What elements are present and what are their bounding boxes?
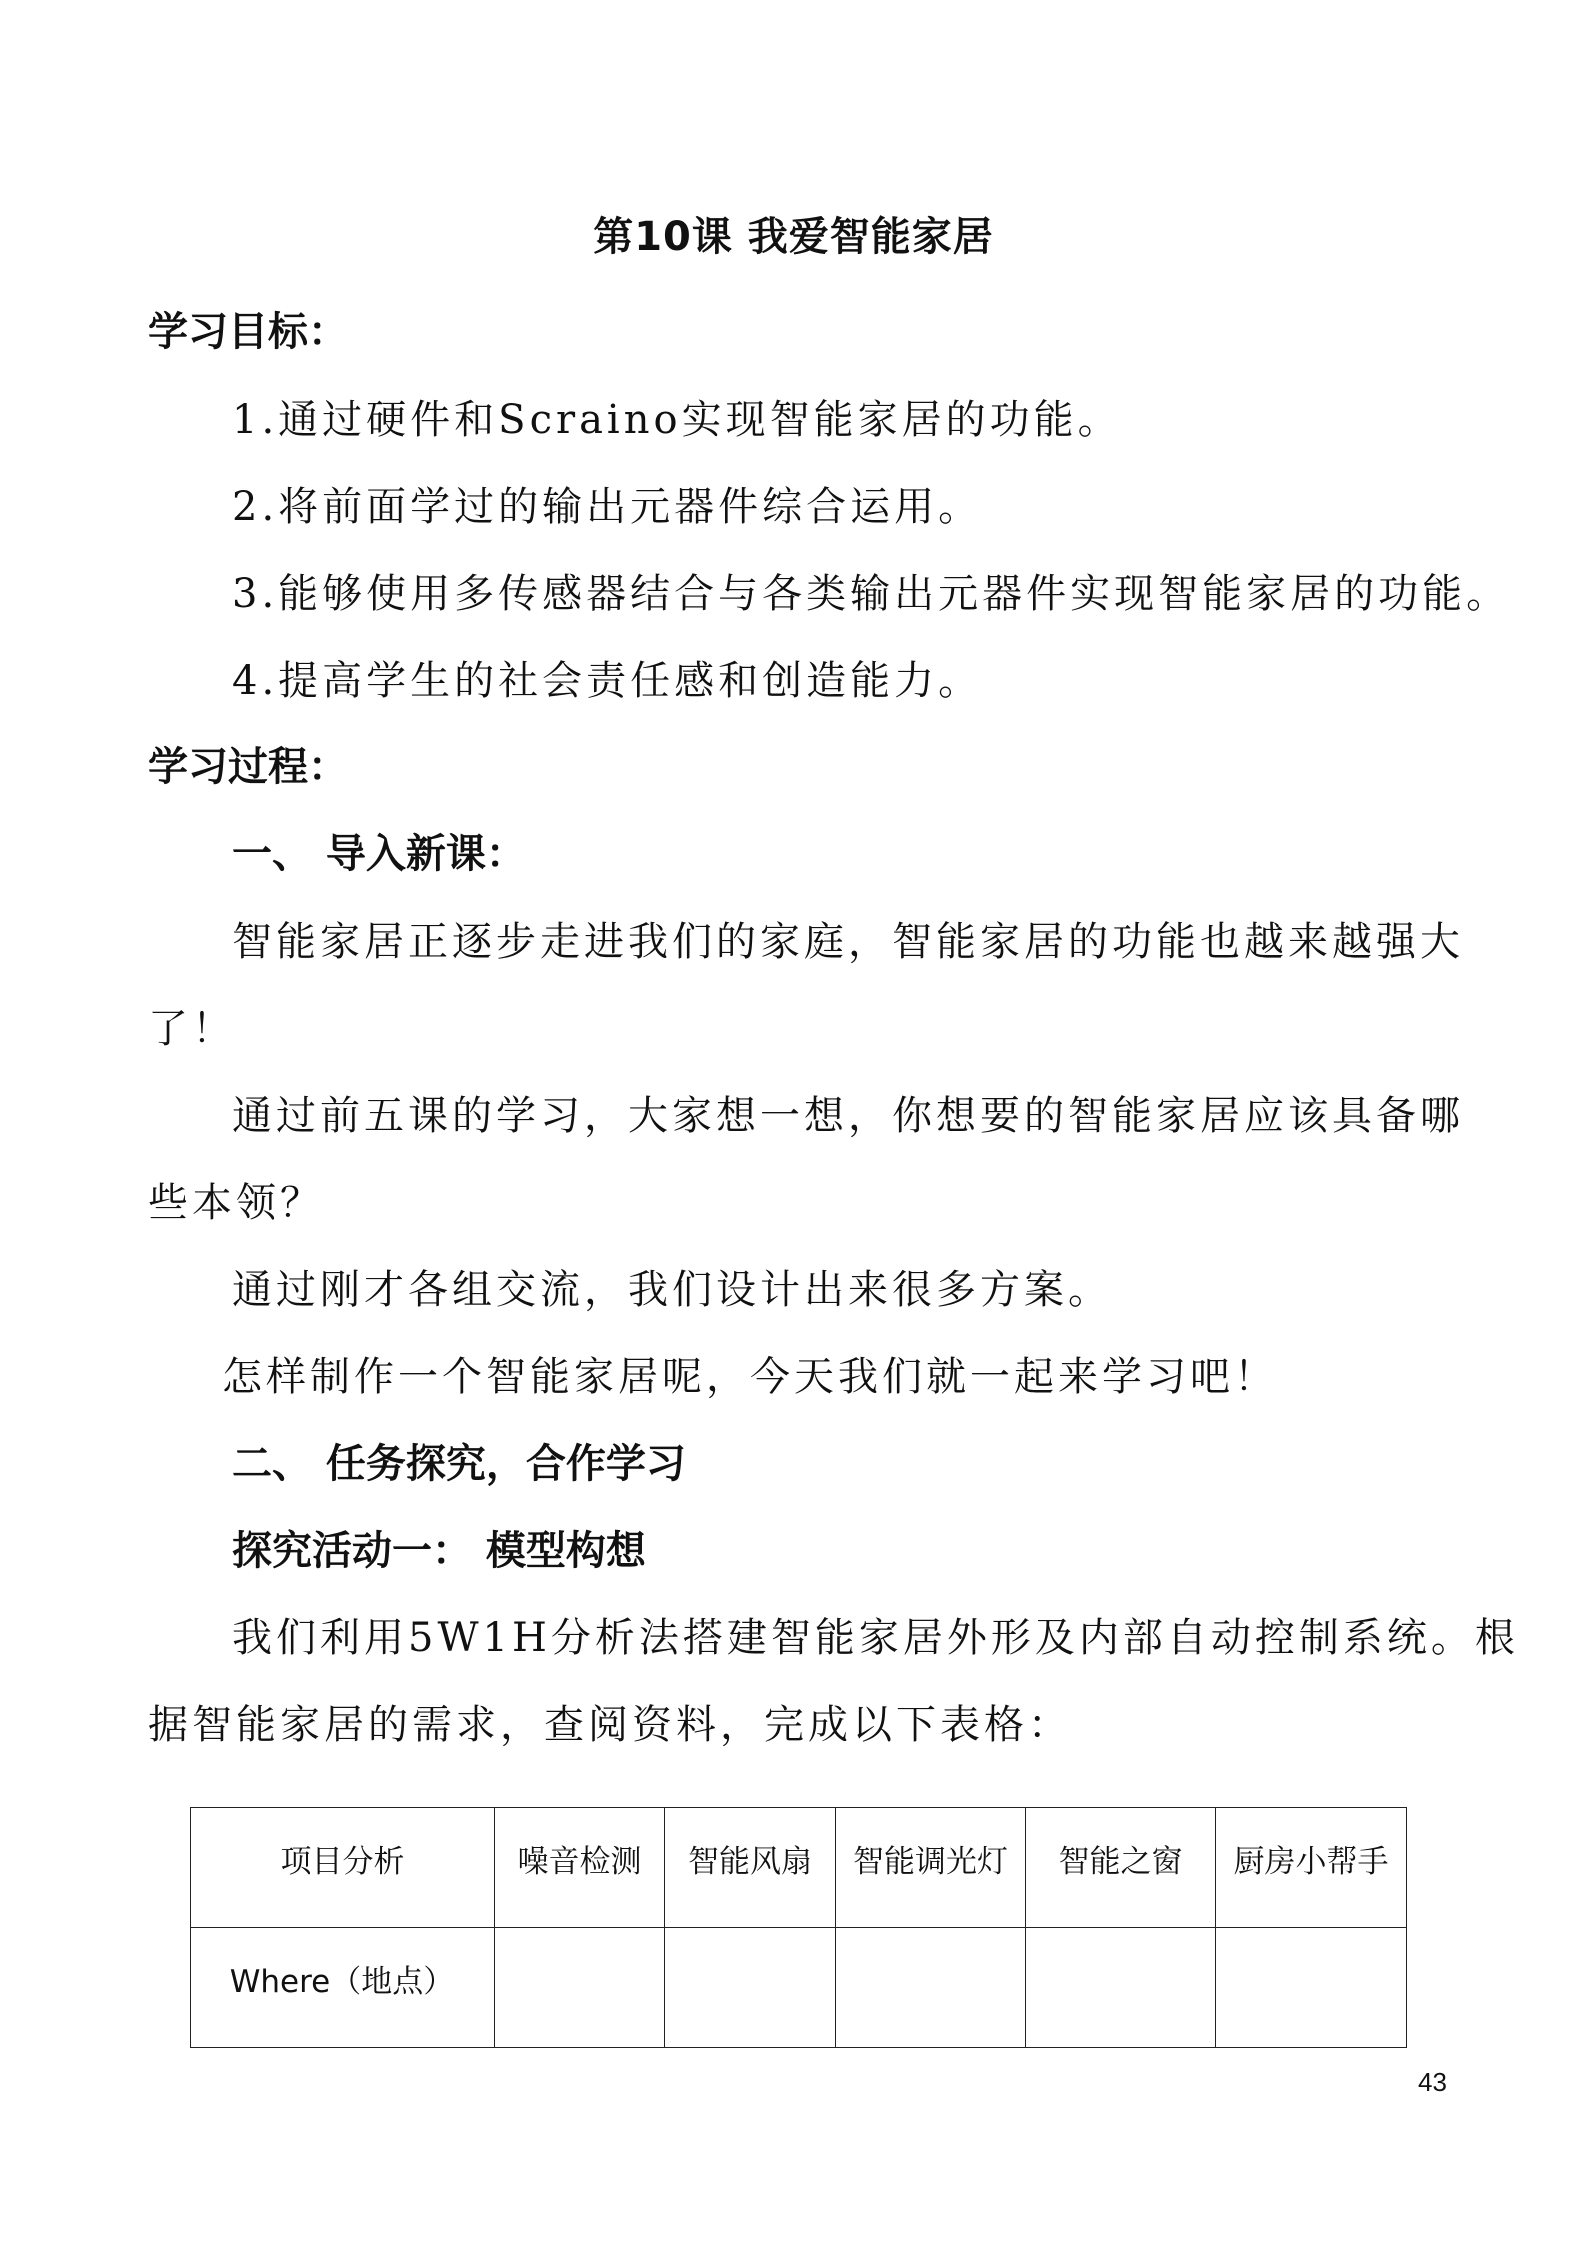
objective-item-3: 3.能够使用多传感器结合与各类输出元器件实现智能家居的功能。 <box>232 571 1511 617</box>
table-cell[interactable] <box>665 1928 836 2048</box>
intro-paragraph-2-line-1: 通过前五课的学习，大家想一想，你想要的智能家居应该具备哪 <box>232 1093 1464 1139</box>
table-cell[interactable] <box>836 1928 1026 2048</box>
table-header-cell: 智能调光灯 <box>836 1808 1026 1928</box>
intro-paragraph-1-line-2: 了！ <box>148 1006 236 1052</box>
activity-paragraph-line-1: 我们利用5W1H分析法搭建智能家居外形及内部自动控制系统。根 <box>232 1615 1519 1661</box>
page-number: 43 <box>1418 2067 1447 2097</box>
intro-paragraph-3: 通过刚才各组交流，我们设计出来很多方案。 <box>232 1267 1112 1313</box>
section-task-heading: 二、 任务探究，合作学习 <box>232 1441 686 1487</box>
intro-paragraph-4: 怎样制作一个智能家居呢，今天我们就一起来学习吧！ <box>222 1354 1278 1400</box>
intro-paragraph-2-line-2: 些本领？ <box>148 1180 324 1226</box>
table-header-cell: 噪音检测 <box>495 1808 665 1928</box>
objective-item-2: 2.将前面学过的输出元器件综合运用。 <box>232 484 983 530</box>
section-intro-heading: 一、 导入新课： <box>232 831 526 877</box>
table-row <box>191 1928 1407 2048</box>
process-heading: 学习过程： <box>148 744 348 790</box>
table-cell[interactable] <box>1216 1928 1407 2048</box>
table-header-cell: 项目分析 <box>191 1808 495 1928</box>
table-header-cell: 厨房小帮手 <box>1216 1808 1407 1928</box>
activity-paragraph-line-2: 据智能家居的需求，查阅资料，完成以下表格： <box>148 1702 1072 1748</box>
objectives-heading: 学习目标： <box>148 309 348 355</box>
5w1h-analysis-table <box>190 1807 1407 2048</box>
table-header-row <box>191 1808 1407 1928</box>
table-cell[interactable] <box>1026 1928 1216 2048</box>
objective-item-4: 4.提高学生的社会责任感和创造能力。 <box>232 658 983 704</box>
table-cell[interactable] <box>495 1928 665 2048</box>
activity-one-heading: 探究活动一： 模型构想 <box>232 1528 646 1574</box>
table-header-cell: 智能风扇 <box>665 1808 836 1928</box>
objective-item-1: 1.通过硬件和Scraino实现智能家居的功能。 <box>232 397 1122 443</box>
intro-paragraph-1-line-1: 智能家居正逐步走进我们的家庭，智能家居的功能也越来越强大 <box>232 919 1464 965</box>
table-header-cell: 智能之窗 <box>1026 1808 1216 1928</box>
table-row-label: Where（地点） <box>191 1928 495 2048</box>
lesson-title: 第10课 我爱智能家居 <box>593 214 994 260</box>
